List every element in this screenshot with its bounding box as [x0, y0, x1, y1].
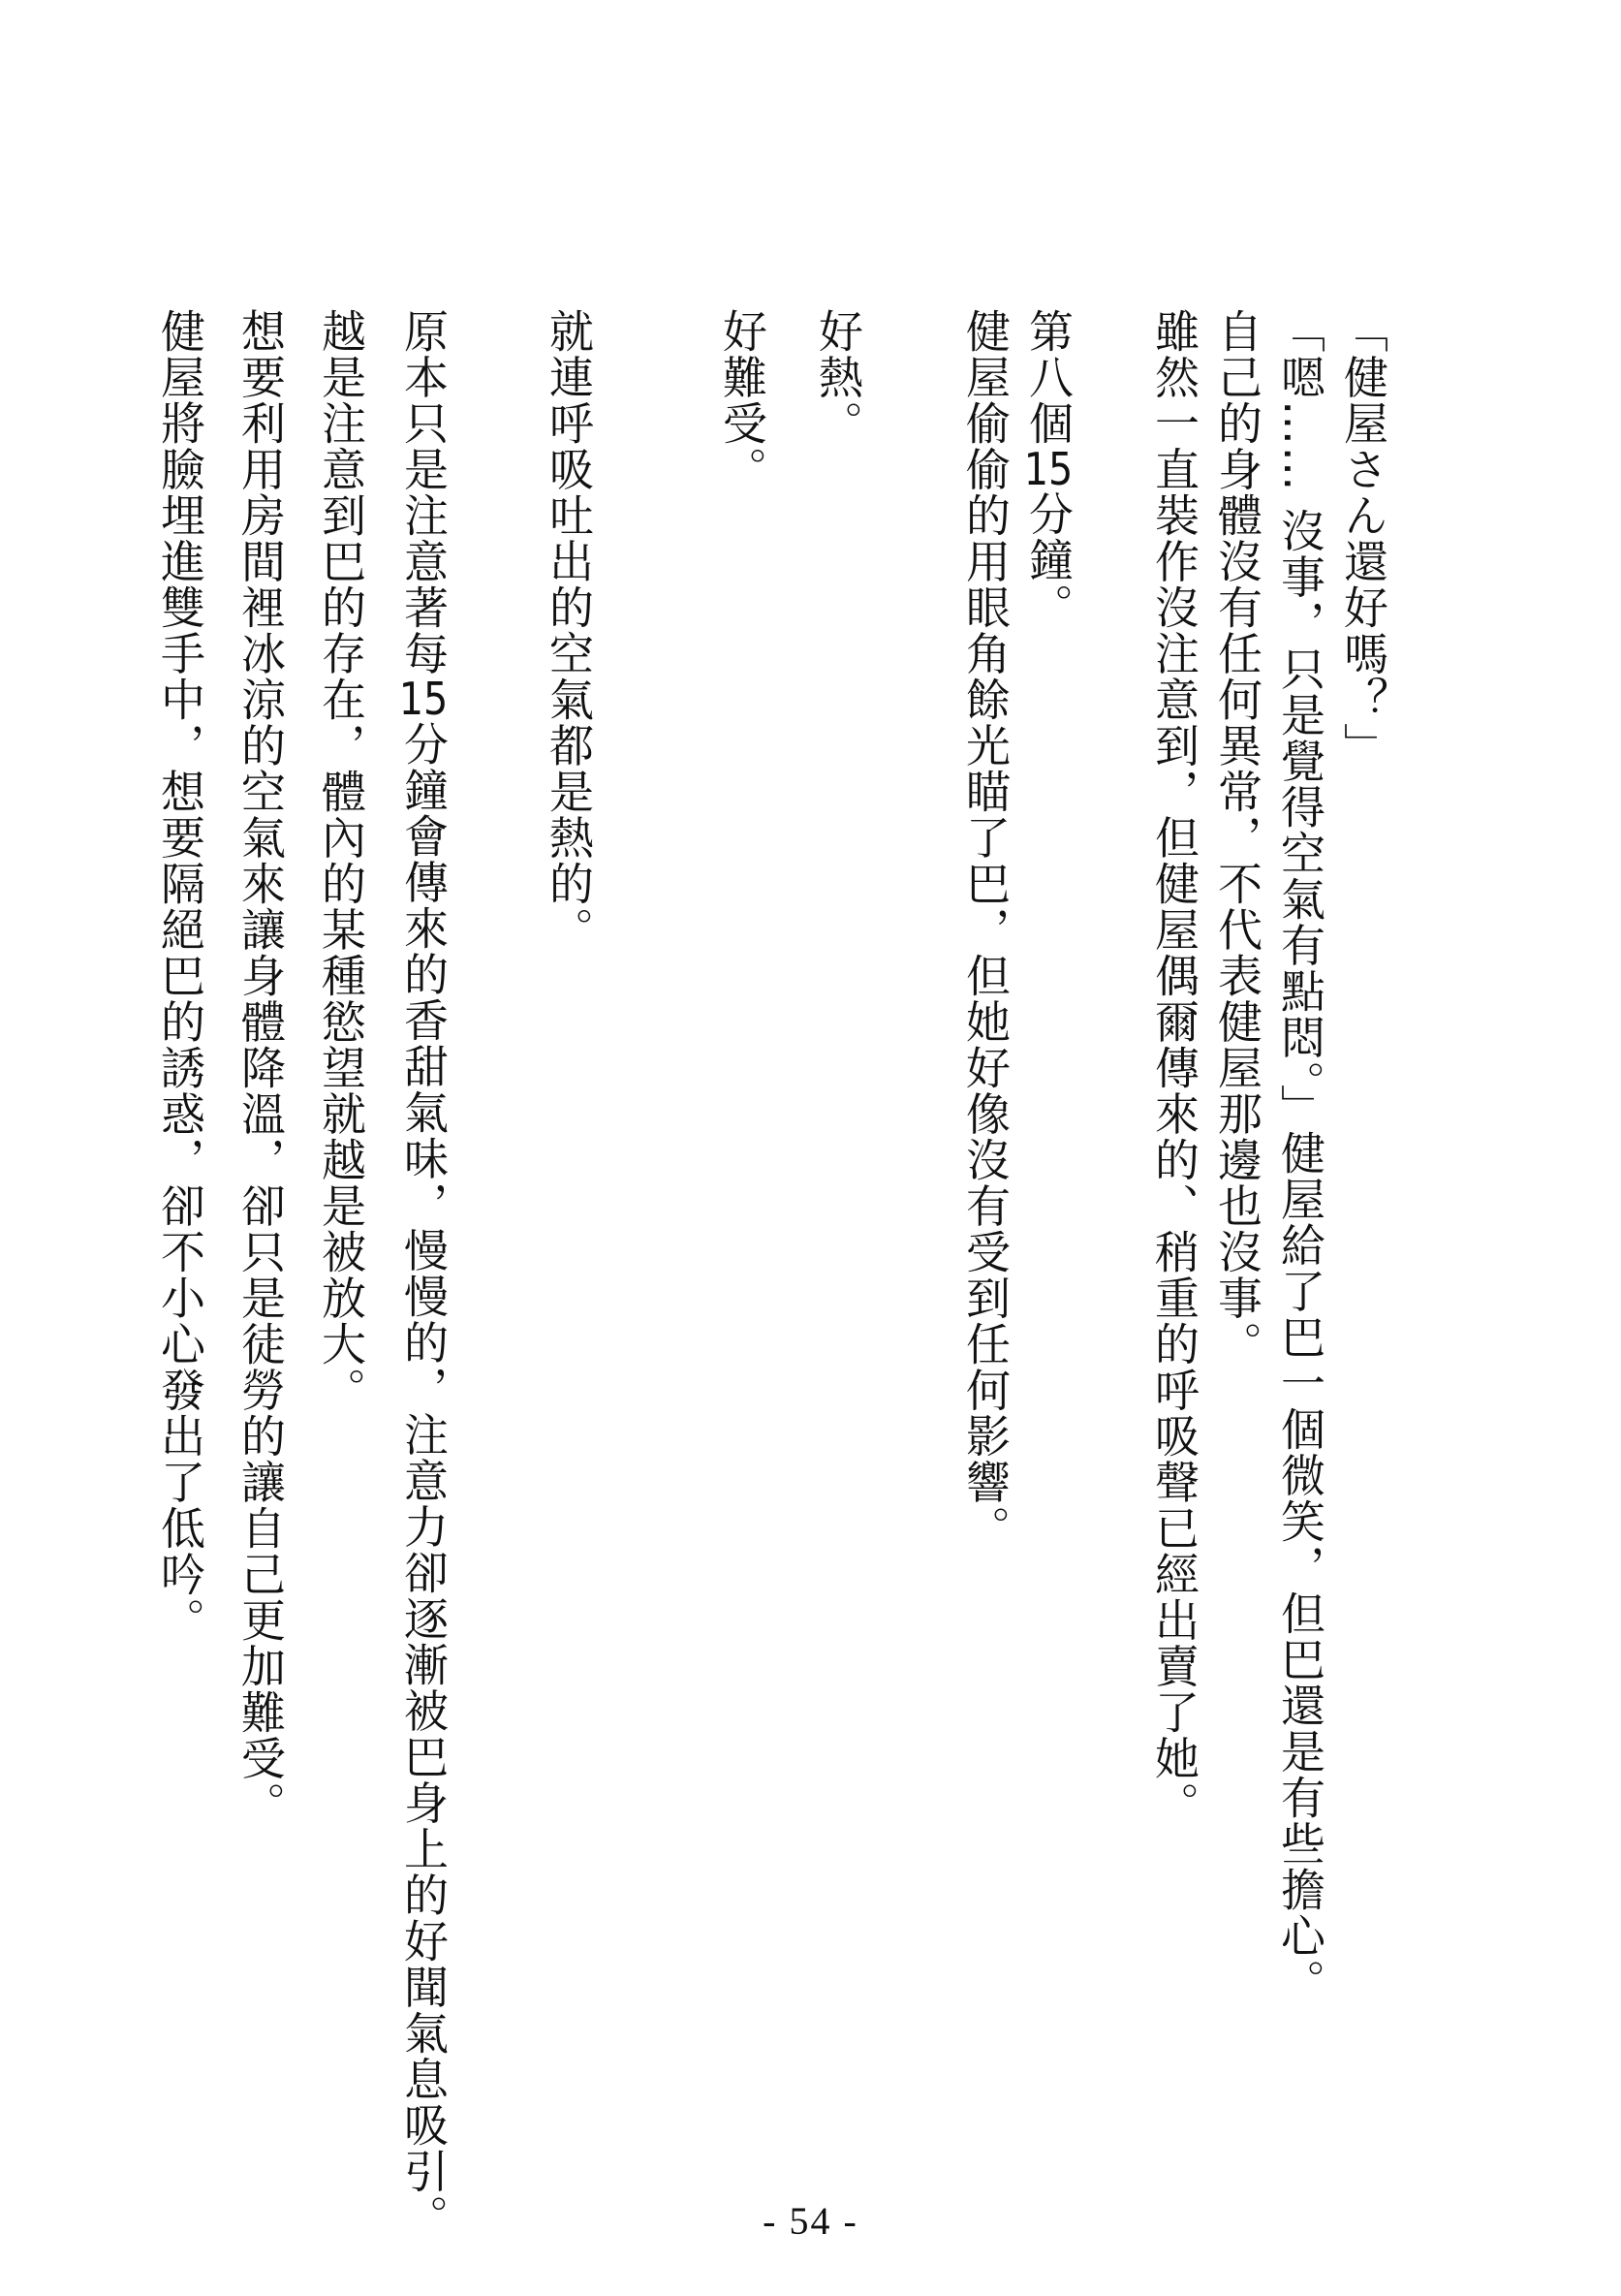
text-line-7: 好熱。 [812, 308, 864, 447]
text-line-1: 「健屋さん還好嗎？」 [1337, 308, 1389, 769]
text-line-6: 健屋偷偷的用眼角餘光瞄了巴，但她好像沒有受到任何影響。 [959, 308, 1012, 1552]
text-line-12: 想要利用房間裡冰涼的空氣來讓身體降溫，卻只是徒勞的讓自己更加難受。 [234, 308, 287, 1828]
text-line-2: 「嗯…… 沒事，只是覺得空氣有點悶。」健屋給了巴一個微笑，但巴還是有些擔心。 [1274, 308, 1326, 2005]
text-line-10: 原本只是注意著每15分鐘會傳來的香甜氣味，慢慢的，注意力卻逐漸被巴身上的好聞氣息吸引。 [397, 308, 450, 2241]
numeral: 15 [398, 676, 449, 721]
page-number: - 54 - [763, 2199, 858, 2243]
text-line-4: 雖然一直裝作沒注意到，但健屋偶爾傳來的、稍重的呼吸聲已經出賣了她。 [1148, 308, 1200, 1828]
text-line-5: 第八個15分鐘。 [1022, 308, 1075, 629]
text-line-8: 好難受。 [716, 308, 768, 492]
text-line-9: 就連呼吸吐出的空氣都是熱的。 [543, 308, 595, 953]
text-line-11: 越是注意到巴的存在，體內的某種慾望就越是被放大。 [315, 308, 367, 1413]
text-line-3: 自己的身體沒有任何異常，不代表健屋那邊也沒事。 [1211, 308, 1263, 1368]
text-line-13: 健屋將臉埋進雙手中，想要隔絕巴的誘惑，卻不小心發出了低吟。 [154, 308, 206, 1644]
numeral: 15 [1023, 446, 1074, 491]
